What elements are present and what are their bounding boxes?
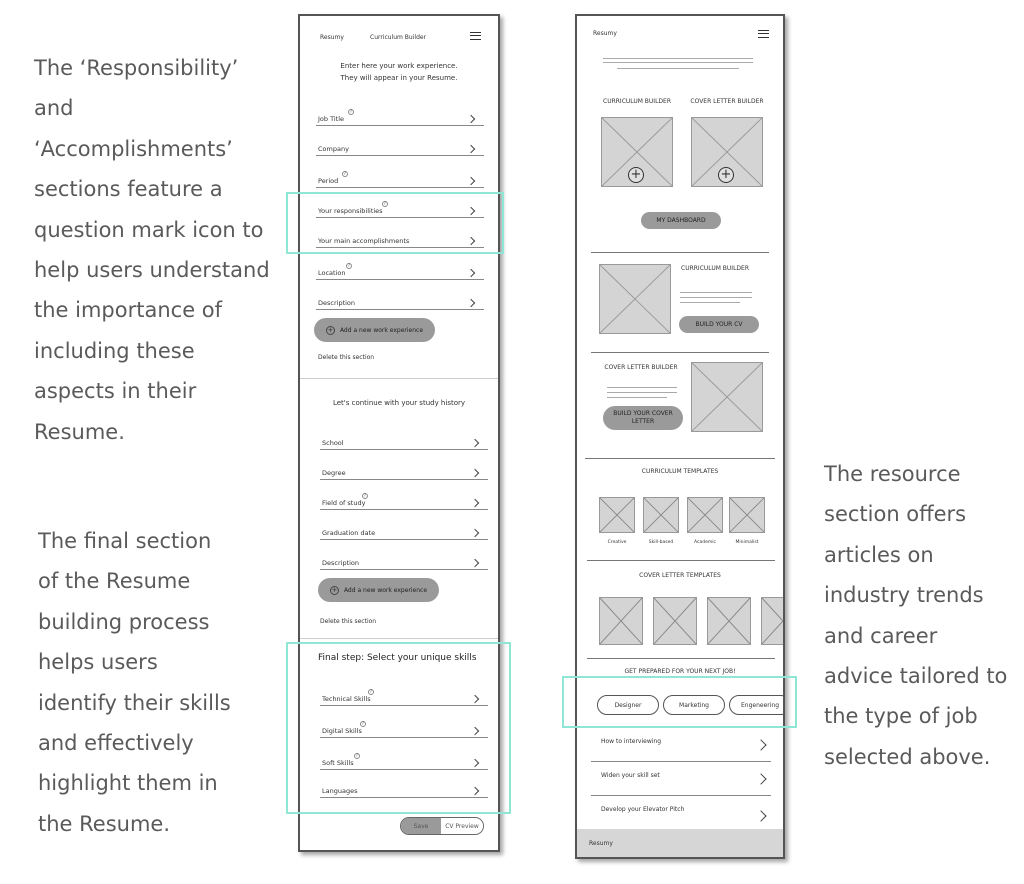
divider <box>587 560 775 561</box>
field-soft-skills[interactable]: Soft Skills ? <box>320 746 488 770</box>
question-mark-icon[interactable]: ? <box>363 493 367 499</box>
highlight-skills-section <box>286 642 511 814</box>
chevron-right-icon <box>467 177 475 185</box>
text-placeholder-line <box>607 397 667 398</box>
article-item[interactable]: Develop your Elevator Pitch <box>591 796 771 830</box>
chevron-right-icon <box>467 299 475 307</box>
text-placeholder-line <box>603 58 753 59</box>
plus-icon: + <box>331 585 338 594</box>
highlight-job-types <box>562 676 797 728</box>
card-curriculum-title: CURRICULUM BUILDER <box>603 98 671 105</box>
study-heading: Let's continue with your study history <box>332 399 466 407</box>
field-technical-skills[interactable]: Technical Skills ? <box>320 682 488 706</box>
chevron-right-icon <box>755 773 766 784</box>
footer-brand: Resumy <box>589 840 613 847</box>
question-mark-icon[interactable]: ? <box>383 201 387 207</box>
field-period[interactable]: Period ? <box>316 164 484 188</box>
question-mark-icon[interactable]: ? <box>369 689 373 695</box>
text-placeholder-line <box>680 302 740 303</box>
cover-letter-template[interactable] <box>599 597 643 645</box>
brand-logo[interactable]: Resumy <box>593 30 617 37</box>
cv-section-title: CURRICULUM BUILDER <box>681 265 749 272</box>
menu-icon[interactable] <box>470 32 481 40</box>
template-label: Skill-based <box>648 540 674 545</box>
field-school[interactable]: School <box>320 426 488 450</box>
save-preview-toggle <box>400 817 484 835</box>
card-cover-letter-title: COVER LETTER BUILDER <box>690 98 764 105</box>
question-mark-icon[interactable]: ? <box>361 721 365 727</box>
chevron-right-icon <box>467 145 475 153</box>
intro-line-1: Enter here your work experience. <box>340 62 458 70</box>
chevron-right-icon <box>755 739 766 750</box>
add-work-experience-button[interactable]: + Add a new work experience <box>314 318 435 342</box>
annotation-resource-section: The resource section offers articles on industry trends and career advice tailored to the type of job selected above. <box>824 462 1008 769</box>
template-label: Creative <box>607 540 627 545</box>
chevron-right-icon <box>467 269 475 277</box>
text-placeholder-line <box>607 392 677 393</box>
text-placeholder-line <box>680 292 752 293</box>
divider <box>585 458 775 459</box>
template-label: Academic <box>694 540 716 545</box>
article-item[interactable]: How to interviewing <box>591 728 771 762</box>
divider <box>591 352 769 353</box>
chevron-right-icon <box>471 439 479 447</box>
brand-logo[interactable]: Resumy <box>320 34 344 41</box>
chevron-right-icon <box>471 529 479 537</box>
chevron-right-icon <box>467 115 475 123</box>
cover-letter-image <box>691 362 763 432</box>
text-placeholder-line <box>617 68 739 69</box>
build-cover-letter-button[interactable]: BUILD YOUR COVER LETTER <box>603 406 683 430</box>
template-minimalist[interactable] <box>729 497 765 533</box>
cl-section-title: COVER LETTER BUILDER <box>604 364 678 371</box>
field-accomplishments[interactable]: Your main accomplishments <box>316 224 484 248</box>
menu-icon[interactable] <box>758 30 769 38</box>
highlight-responsibility-fields <box>286 192 504 254</box>
chevron-right-icon <box>471 559 479 567</box>
chevron-right-icon <box>755 810 766 821</box>
text-placeholder-line <box>680 297 752 298</box>
cover-letter-template[interactable] <box>761 597 785 645</box>
template-skill-based[interactable] <box>643 497 679 533</box>
divider <box>300 638 498 639</box>
job-type-engineering[interactable]: Engeneering <box>729 695 785 715</box>
field-responsibilities[interactable]: Your responsibilities ? <box>316 194 484 218</box>
cover-letter-template[interactable] <box>653 597 697 645</box>
cl-templates-heading: COVER LETTER TEMPLATES <box>639 572 721 579</box>
skills-heading: Final step: Select your unique skills <box>318 653 477 663</box>
field-description[interactable]: Description <box>316 286 484 310</box>
field-digital-skills[interactable]: Digital Skills ? <box>320 714 488 738</box>
template-label: Minimalist <box>735 540 759 545</box>
add-study-button[interactable]: + Add a new work experience <box>318 578 439 602</box>
cv-preview-button[interactable]: CV Preview <box>441 818 483 834</box>
prepare-heading: GET PREPARED FOR YOUR NEXT JOB! <box>624 668 736 675</box>
divider <box>591 252 769 253</box>
job-type-marketing[interactable]: Marketing <box>663 695 725 715</box>
template-academic[interactable] <box>687 497 723 533</box>
question-mark-icon[interactable]: ? <box>355 753 359 759</box>
job-type-designer[interactable]: Designer <box>597 695 659 715</box>
annotation-final-section: The final section of the Resume building process helps users identify their skills and effectively highlight them in the Resume. <box>38 529 231 836</box>
dashboard-screen <box>575 14 785 859</box>
cv-templates-heading: CURRICULUM TEMPLATES <box>641 468 719 475</box>
intro-line-2: They will appear in your Resume. <box>340 74 458 82</box>
question-mark-icon[interactable]: ? <box>347 263 351 269</box>
field-company[interactable]: Company <box>316 132 484 156</box>
cover-letter-template[interactable] <box>707 597 751 645</box>
divider <box>300 378 498 379</box>
add-curriculum-icon[interactable]: + <box>628 167 644 183</box>
delete-section-link[interactable]: Delete this section <box>318 354 375 361</box>
curriculum-image <box>599 264 671 334</box>
footer-bar <box>577 829 783 857</box>
field-field-of-study[interactable]: Field of study ? <box>320 486 488 510</box>
screen-title: Curriculum Builder <box>370 34 427 41</box>
text-placeholder-line <box>607 387 677 388</box>
question-mark-icon[interactable]: ? <box>349 109 353 115</box>
annotation-responsibility: The ‘Responsibility’ and ‘Accomplishments’ sections feature a question mark icon to help users understand the importance of including these aspects in their Resume. <box>34 56 270 444</box>
delete-section-link-2[interactable]: Delete this section <box>320 618 377 625</box>
build-cv-button[interactable]: BUILD YOUR CV <box>679 316 759 333</box>
chevron-right-icon <box>471 499 479 507</box>
my-dashboard-button[interactable]: MY DASHBOARD <box>641 212 721 229</box>
field-degree[interactable]: Degree <box>320 456 488 480</box>
text-placeholder-line <box>603 62 753 63</box>
template-creative[interactable] <box>599 497 635 533</box>
field-languages[interactable]: Languages <box>320 774 488 798</box>
field-graduation-date[interactable]: Graduation date <box>320 516 488 540</box>
field-study-description[interactable]: Description <box>320 546 488 570</box>
save-button[interactable]: Save <box>401 818 441 834</box>
question-mark-icon[interactable]: ? <box>343 171 347 177</box>
divider <box>587 658 775 659</box>
plus-icon: + <box>327 325 334 334</box>
field-job-title[interactable]: Job Title ? <box>316 102 484 126</box>
field-location[interactable]: Location ? <box>316 256 484 280</box>
add-cover-letter-icon[interactable]: + <box>718 167 734 183</box>
chevron-right-icon <box>471 469 479 477</box>
article-item[interactable]: Widen your skill set <box>591 762 771 796</box>
